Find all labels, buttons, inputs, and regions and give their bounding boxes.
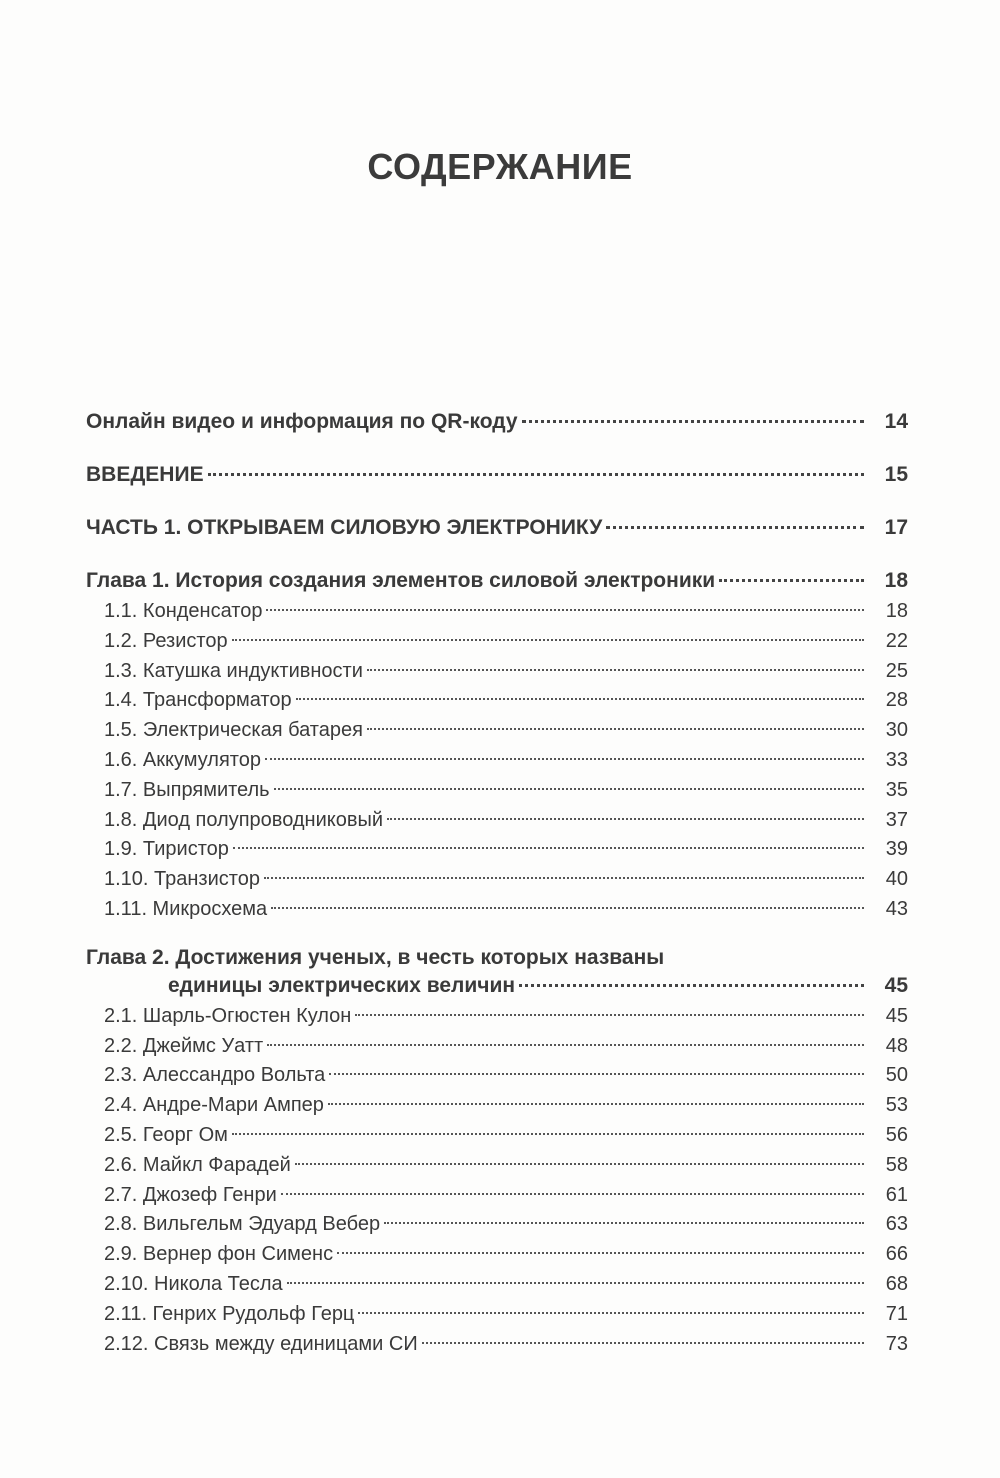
dot-leader (274, 788, 864, 790)
table-of-contents (86, 410, 908, 1362)
dot-leader (384, 1222, 864, 1224)
toc-page-number: 18 (884, 569, 908, 592)
dot-leader (266, 609, 864, 611)
toc-page-number: 66 (885, 1243, 908, 1266)
toc-page-number: 45 (884, 973, 908, 997)
dot-leader (267, 1044, 864, 1046)
toc-section-2-2[interactable] (86, 1035, 908, 1065)
dot-leader (265, 758, 864, 760)
toc-section-text: 2.7. Джозеф Генри (104, 1183, 277, 1206)
toc-section-2-11[interactable] (86, 1303, 908, 1333)
toc-page-number: 25 (885, 659, 908, 682)
toc-page-number: 50 (885, 1064, 908, 1087)
toc-entry-qr[interactable] (86, 410, 908, 441)
dot-leader (337, 1252, 864, 1254)
toc-section-2-8[interactable] (86, 1213, 908, 1243)
toc-page-number: 63 (885, 1213, 908, 1236)
dot-leader (355, 1014, 864, 1016)
toc-entry-text: Онлайн видео и информация по QR-коду (86, 410, 518, 433)
toc-section-text: 1.1. Конденсатор (104, 600, 263, 622)
toc-section-text: 2.2. Джеймс Уатт (104, 1034, 264, 1057)
toc-section-text: 2.9. Вернер фон Сименс (104, 1243, 334, 1266)
toc-section-1-2[interactable] (86, 630, 908, 660)
toc-page-number: 45 (885, 1004, 908, 1027)
dot-leader (287, 1282, 864, 1284)
toc-page-number: 53 (885, 1094, 908, 1117)
toc-entry-part1[interactable] (86, 516, 908, 547)
dot-leader (296, 698, 864, 700)
dot-leader (281, 1193, 864, 1195)
toc-section-2-5[interactable] (86, 1124, 908, 1154)
dot-leader (329, 1073, 864, 1075)
dot-leader (606, 526, 864, 529)
toc-section-text: 1.4. Трансформатор (104, 689, 292, 712)
toc-section-text: 2.11. Генрих Рудольф Герц (104, 1302, 355, 1325)
toc-section-text: 2.10. Никола Тесла (104, 1272, 283, 1295)
dot-leader (232, 1133, 864, 1135)
dot-leader (522, 420, 864, 423)
toc-section-2-6[interactable] (86, 1154, 908, 1184)
toc-chapter-1[interactable] (86, 569, 908, 600)
toc-page-number: 73 (885, 1332, 908, 1355)
dot-leader (208, 473, 864, 476)
toc-entry-text: ВВЕДЕНИЕ (86, 463, 204, 486)
toc-section-1-10[interactable] (86, 868, 908, 898)
toc-section-1-1[interactable] (86, 600, 908, 630)
toc-section-1-6[interactable] (86, 749, 908, 779)
toc-page-number: 58 (885, 1153, 908, 1176)
toc-section-text: 1.2. Резистор (104, 629, 228, 652)
toc-page-number: 56 (885, 1123, 908, 1146)
toc-chapter-2-title-line1[interactable] (86, 946, 908, 974)
spacer (86, 928, 908, 946)
toc-section-text: 2.8. Вильгельм Эдуард Вебер (104, 1213, 381, 1236)
toc-section-2-1[interactable] (86, 1005, 908, 1035)
toc-section-1-7[interactable] (86, 779, 908, 809)
dot-leader (422, 1342, 864, 1344)
dot-leader (264, 877, 864, 879)
dot-leader (271, 907, 864, 909)
toc-section-text: 2.12. Связь между единицами СИ (104, 1332, 418, 1355)
toc-section-text: 2.6. Майкл Фарадей (104, 1153, 291, 1176)
toc-section-1-3[interactable] (86, 660, 908, 690)
toc-section-text: 1.11. Микросхема (104, 897, 268, 920)
toc-page-number: 61 (885, 1183, 908, 1206)
toc-page-number: 39 (885, 838, 908, 861)
toc-page-number: 40 (885, 868, 908, 891)
toc-page-number: 43 (885, 897, 908, 920)
toc-section-2-7[interactable] (86, 1184, 908, 1214)
dot-leader (367, 728, 864, 730)
toc-section-1-9[interactable] (86, 838, 908, 868)
toc-entry-text: ЧАСТЬ 1. ОТКРЫВАЕМ СИЛОВУЮ ЭЛЕКТРОНИКУ (86, 516, 603, 539)
toc-page-number: 28 (885, 689, 908, 712)
toc-section-2-9[interactable] (86, 1243, 908, 1273)
toc-section-1-11[interactable] (86, 898, 908, 928)
toc-section-2-4[interactable] (86, 1094, 908, 1124)
page-title: СОДЕРЖАНИЕ (367, 146, 633, 187)
dot-leader (233, 847, 864, 849)
dot-leader (719, 579, 864, 582)
dot-leader (328, 1103, 864, 1105)
toc-section-text: 1.8. Диод полупроводниковый (104, 808, 384, 831)
toc-section-1-8[interactable] (86, 809, 908, 839)
toc-section-1-5[interactable] (86, 719, 908, 749)
toc-page-number: 30 (885, 719, 908, 742)
toc-chapter-text: Глава 2. Достижения ученых, в честь которых названы (86, 945, 665, 969)
toc-chapter-text: Глава 1. История создания элементов силовой электроники (86, 569, 716, 592)
toc-page-number: 22 (885, 629, 908, 652)
dot-leader (367, 669, 864, 671)
toc-page-number: 33 (885, 748, 908, 771)
dot-leader (358, 1312, 864, 1314)
toc-page-number: 18 (885, 600, 908, 622)
toc-page-number: 35 (885, 778, 908, 801)
toc-section-text: 1.7. Выпрямитель (104, 778, 270, 801)
toc-section-text: 1.10. Транзистор (104, 868, 260, 891)
dot-leader (519, 984, 864, 987)
toc-section-1-4[interactable] (86, 689, 908, 719)
toc-entry-introduction[interactable] (86, 463, 908, 494)
dot-leader (232, 639, 864, 641)
toc-section-text: 1.9. Тиристор (104, 838, 229, 861)
toc-section-text: 2.5. Георг Ом (104, 1123, 228, 1146)
toc-chapter-2[interactable] (86, 974, 908, 1005)
dot-leader (387, 818, 864, 820)
toc-page-number: 71 (885, 1302, 908, 1325)
toc-section-text: 2.3. Алессандро Вольта (104, 1064, 326, 1087)
toc-page-number: 15 (884, 463, 908, 486)
toc-section-text: 1.3. Катушка индуктивности (104, 659, 363, 682)
toc-page-number: 17 (884, 516, 908, 539)
toc-section-text: 1.5. Электрическая батарея (104, 719, 363, 742)
toc-section-text: 1.6. Аккумулятор (104, 748, 261, 771)
toc-section-text: 2.1. Шарль-Огюстен Кулон (104, 1004, 352, 1027)
toc-section-2-3[interactable] (86, 1064, 908, 1094)
toc-page-number: 37 (885, 808, 908, 831)
toc-chapter-text: единицы электрических величин (168, 973, 516, 997)
toc-section-text: 2.4. Андре-Мари Ампер (104, 1094, 324, 1117)
toc-section-2-10[interactable] (86, 1273, 908, 1303)
toc-page-number: 48 (885, 1034, 908, 1057)
dot-leader (295, 1163, 864, 1165)
toc-section-2-12[interactable] (86, 1333, 908, 1363)
toc-page-number: 14 (884, 410, 908, 433)
toc-page-number: 68 (885, 1272, 908, 1295)
